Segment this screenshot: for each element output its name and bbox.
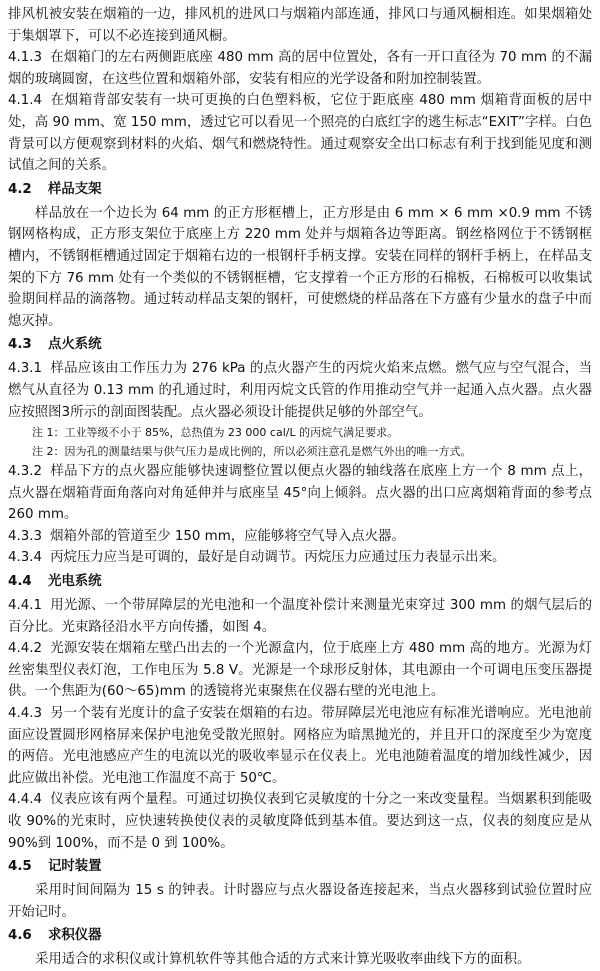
section-heading [8, 178, 592, 202]
section-heading [8, 333, 592, 357]
note: 注 2：因为孔的测量结果与供气压力是成比例的，所以必须注意孔是燃气外出的唯一方式。 [32, 445, 472, 459]
numbered-clause [8, 90, 592, 176]
clause-text: 仪表应该有两个量程。可通过切换仪表到它灵敏度的十分之一来改变量程。当烟累积到能吸收 90%的光束时，应快速转换使仪表的灵敏度降低到基本值。要达到这一点，仪表的刻度应是从 90%到 100%，而不是 0 到 100%。 [8, 792, 592, 851]
section-number: 4.2 [8, 181, 32, 197]
document-body [8, 4, 592, 971]
section-heading [8, 570, 592, 594]
clause-text: 烟箱外部的管道至少 150 mm，应能够将空气导入点火器。 [50, 528, 405, 544]
numbered-clause [8, 595, 592, 638]
clause-number: 4.4.4 [8, 792, 43, 808]
clause-number: 4.4.2 [8, 641, 43, 657]
clause-text: 样品放在一个边长为 64 mm 的正方形框槽上，正方形是由 6 mm × 6 mm ×0.9 mm 不锈钢网格构成，正方形支架位于底座上方 220 mm 处并与烟箱各边等距离。钢丝格网位于不锈钢框槽内，不锈钢框槽通过固定于烟箱右边的一根钢杆手柄支撑。安装在同样的钢杆手柄上，在样品支架的下方 76 mm 处有一个类似的不锈钢框槽，它支撑着一个正方形的石棉板，石棉板可以收集试验期间样品的滴落物。通过转动样品支架的钢杆，可使燃烧的样品落在下方盛有少量水的盘子中而熄灭掉。 [8, 205, 592, 329]
paragraph [8, 949, 592, 971]
clause-text: 样品下方的点火器应能够快速调整位置以便点火器的轴线落在底座上方一个 8 mm 点上，点火器在烟箱背面角落向对角延伸并与底座呈 45°向上倾斜。点火器的出口应离烟箱背面的参考点 260 mm。 [8, 464, 592, 523]
clause-text: 另一个装有光度计的盒子安装在烟箱的右边。带屏障层光电池应有标准光谱响应。光电池前面应设置圆形网格屏来保护电池免受散光照射。网格应为暗黑抛光的，并且开口的深度至少为宽度的两倍。光电池感应产生的电流以光的吸收率显示在仪表上。光电池随着温度的增加线性减少，因此应做出补偿。光电池工作温度不高于 50℃。 [8, 706, 592, 786]
section-number: 4.5 [8, 859, 32, 875]
numbered-clause [8, 526, 592, 548]
numbered-clause [8, 547, 592, 569]
clause-text: 在烟箱门的左右两侧距底座 480 mm 高的居中位置处，各有一开口直径为 70 mm 的不漏烟的玻璃圆窗，在这些位置和烟箱外部，安装有相应的光学设备和附加控制装置。 [8, 50, 592, 87]
section-title: 记时装置 [48, 859, 102, 875]
numbered-clause [8, 47, 592, 90]
paragraph [8, 203, 592, 333]
section-title: 点火系统 [48, 337, 102, 353]
section-title: 求积仪器 [48, 928, 102, 944]
paragraph [8, 880, 592, 923]
section-heading [8, 855, 592, 879]
clause-text: 丙烷压力应当是可调的，最好是自动调节。丙烷压力应通过压力表显示出来。 [50, 550, 506, 566]
clause-text: 在烟箱背部安装有一块可更换的白色塑料板，它位于距底座 480 mm 烟箱背面板的居中处，高 90 mm、宽 150 mm，透过它可以看见一个照亮的白底红字的逃生标志“EXIT”字样。白色背景可以方便观察到材料的火焰、烟气和燃烧特性。通过观察安全出口标志有利于找到能见度和测试值之间的关系。 [8, 93, 592, 174]
clause-number: 4.3.4 [8, 550, 43, 566]
clause-number: 4.3.1 [8, 361, 43, 377]
clause-text: 排风机被安装在烟箱的一边，排风机的进风口与烟箱内部连通，排风口与通风橱相连。如果烟箱处于集烟罩下，可以不必连接到通风橱。 [8, 7, 592, 44]
numbered-clause [8, 638, 592, 703]
section-title: 样品支架 [48, 181, 102, 197]
clause-number: 4.3.3 [8, 528, 43, 544]
numbered-clause [8, 703, 592, 789]
clause-number: 4.1.4 [8, 93, 43, 109]
numbered-clause [8, 461, 592, 526]
clause-text: 用光源、一个带屏障层的光电池和一个温度补偿计来测量光束穿过 300 mm 的烟气层后的百分比。光束路径沿水平方向传播，如图 4。 [8, 598, 592, 635]
numbered-clause [8, 789, 592, 854]
clause-text: 采用适合的求积仪或计算机软件等其他合适的方式来计算光吸收率曲线下方的面积。 [35, 952, 531, 968]
paragraph [8, 4, 592, 47]
note: 注 1：工业等级不小于 85%，总热值为 23 000 cal/L 的丙烷气满足要求。 [32, 426, 399, 440]
numbered-clause [8, 358, 592, 423]
clause-text: 采用时间间隔为 15 s 的钟表。计时器应与点火器设备连接起来，当点火器移到试验位置时应开始记时。 [8, 883, 592, 920]
clause-text: 光源安装在烟箱左壁凸出去的一个光源盒内，位于底座上方 480 mm 高的地方。光源为灯丝密集型仪表灯泡，工作电压为 5.8 V。光源是一个球形反射体，其电源由一个可调电压变压器提供。一个焦距为(60～65)mm 的透镜将光束聚焦在仪器右壁的光电池上。 [8, 641, 592, 700]
section-heading [8, 924, 592, 948]
section-title: 光电系统 [48, 574, 102, 590]
section-number: 4.3 [8, 337, 32, 353]
clause-number: 4.3.2 [8, 464, 43, 480]
clause-number: 4.4.3 [8, 706, 43, 722]
section-number: 4.6 [8, 928, 32, 944]
clause-text: 样品应该由工作压力为 276 kPa 的点火器产生的丙烷火焰来点燃。燃气应与空气混合，当燃气从直径为 0.13 mm 的孔通过时，利用丙烷文氏管的作用推动空气并一起通入点火器。点火器应按照图3所示的剖面图装配。点火器必须设计能提供足够的外部空气。 [8, 361, 592, 420]
clause-number: 4.4.1 [8, 598, 43, 614]
clause-number: 4.1.3 [8, 50, 43, 66]
section-number: 4.4 [8, 574, 32, 590]
